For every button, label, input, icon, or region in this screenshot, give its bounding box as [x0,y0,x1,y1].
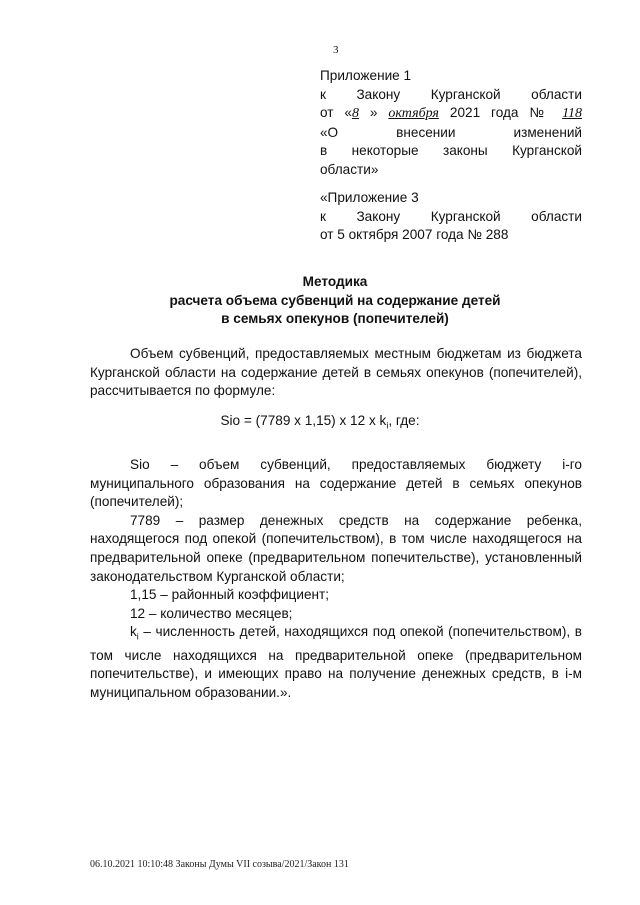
formula: Sio = (7789 х 1,15) х 12 х $k_i$, где: [220,413,420,431]
title-line-3: в семьях опекунов (попечителей) [221,311,449,327]
def-amount: 7789 – размер денежных средств на содержание ребенка, находящегося под опекой (попечительством), в том числе находящегося на предварительной опеке (предварительном попечительстве), установленный законодательством Курганской области; [90,512,582,584]
footer-metadata: 06.10.2021 10:10:48 Законы Думы VII созыва/2021/Закон 131 [90,859,349,870]
appendix-1-block [320,67,582,180]
appendix-1-subject-line-2: в некоторые законы Курганской [320,143,582,159]
definitions [90,456,582,702]
appendix-3-date-line: от 5 октября 2007 года № 288 [320,227,509,243]
def-k: $k_i$ – численность детей, находящихся под опекой (попечительством), в том числе находящихся на предварительной опеке (предварительном попечительстве), и имеющих право на получение денежных средств, в i-м муниципальном образовании.». [90,624,582,700]
handwritten-number: 118 [562,106,583,122]
def-sio: Sio – объем субвенций, предоставляемых бюджету i-го муниципального образования на содержание детей в семьях опекунов (попечителей); [90,457,582,510]
appendix-3-law-line: к Закону Курганской области [320,208,582,224]
appendix-1-title: Приложение 1 [320,68,412,83]
appendix-1-subject-line-3: области» [320,161,379,177]
title-line-1: Методика [302,274,368,289]
appendix-1-date-line: от «8 » октября 2021 года № 118 [320,105,583,122]
def-months: 12 – количество месяцев; [130,605,293,621]
appendix-3-title: «Приложение 3 [320,190,419,205]
page-number: 3 [333,44,339,56]
appendix-3-block [320,189,582,245]
title-line-2: расчета объема субвенций на содержание детей [169,292,501,308]
appendix-1-law-line: к Закону Курганской области [320,86,582,102]
appendix-1-subject-line-1: «О внесении изменений [320,124,583,140]
def-coef: 1,15 – районный коэффициент; [130,587,330,603]
intro-paragraph: Объем субвенций, предоставляемых местным бюджетам из бюджета Курганской области на содержание детей в семьях опекунов (попечителей), рассчитывается по формуле: [90,346,582,399]
handwritten-month: октября [388,106,439,122]
document-title [100,273,570,329]
handwritten-day: 8 [351,106,359,122]
